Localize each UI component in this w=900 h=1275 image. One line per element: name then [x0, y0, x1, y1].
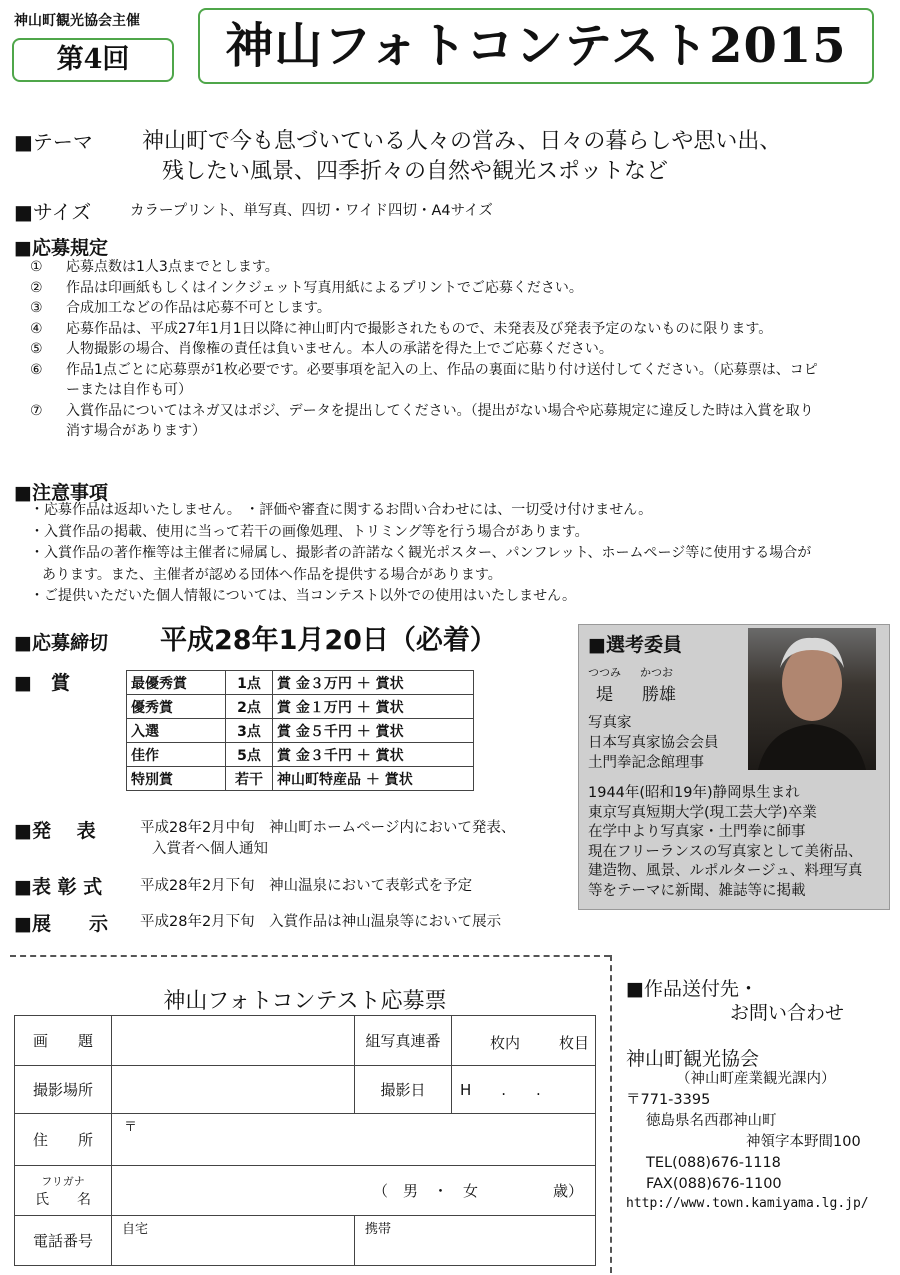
size-heading: ■ サイズ — [14, 196, 91, 225]
table-row: 優秀賞 2点 賞 金１万円 ＋ 賞状 — [127, 695, 474, 719]
announce-line-1: 平成28年2月中旬 神山町ホームページ内において発表、 — [140, 820, 516, 836]
note-item: ・ご提供いただいた個人情報については、当コンテスト以外での使用はいたしません。 — [30, 588, 576, 604]
judge-photo — [748, 628, 876, 770]
theme-heading: ■ テーマ — [14, 126, 93, 155]
notes-list — [30, 500, 820, 608]
table-row: 特別賞 若干 神山町特産品 ＋ 賞状 — [127, 767, 474, 791]
address-field[interactable]: 〒 — [112, 1114, 596, 1166]
form-title: 神山フォトコンテスト応募票 — [163, 989, 447, 1014]
title-field[interactable] — [112, 1016, 355, 1066]
portrait-icon — [748, 628, 876, 770]
table-row: 入選 3点 賞 金５千円 ＋ 賞状 — [127, 719, 474, 743]
announce-line-2: 入賞者へ個人通知 — [152, 841, 268, 857]
contact-fax: FAX(088)676-1100 — [646, 1176, 782, 1192]
exhibit-text: 平成28年2月下旬 入賞作品は神山温泉等において展示 — [140, 914, 502, 930]
contact-url[interactable]: http://www.town.kamiyama.lg.jp/ — [626, 1196, 869, 1211]
ceremony-heading: ■ 表 彰 式 — [14, 872, 102, 899]
ceremony-text: 平成28年2月下旬 神山温泉において表彰式を予定 — [140, 878, 473, 894]
contact-tel: TEL(088)676-1118 — [646, 1155, 781, 1171]
table-row: 佳作 5点 賞 金３千円 ＋ 賞状 — [127, 743, 474, 767]
announce-heading: ■ 発 表 — [14, 816, 96, 843]
rule-item: ⑥ 作品1点ごとに応募票が1枚必要です。必要事項を記入の上、作品の裏面に貼り付け送付してください。（応募票は、コピーまたは自作も可） — [30, 361, 818, 398]
name-field[interactable]: （ 男 ・ 女 歳） — [112, 1166, 596, 1216]
organizer-label: 神山町観光協会主催 — [14, 13, 140, 29]
note-item: ・入賞作品の掲載、使用に当って若干の画像処理、トリミング等を行う場合があります。 — [30, 523, 589, 540]
judge-name-1: 堤 — [596, 685, 613, 705]
judge-name-2: 勝雄 — [642, 685, 676, 705]
deadline-value: 平成28年1月20日（必着） — [160, 625, 497, 656]
judge-heading: ■ 選考委員 — [588, 630, 682, 657]
rule-item: ③ 合成加工などの作品は応募不可とします。 — [30, 300, 331, 316]
judge-ruby-1: つつみ — [588, 666, 621, 679]
contact-org: 神山町観光協会 — [626, 1048, 760, 1070]
form-row-place: 撮影場所 撮影日 H . . — [15, 1066, 596, 1114]
cut-line-vertical — [610, 955, 612, 1273]
form-row-title: 画 題 組写真連番 枚内 枚目 — [15, 1016, 596, 1066]
notes-heading: ■ 注意事項 — [14, 478, 108, 505]
home-phone-field[interactable]: 自宅 — [112, 1216, 355, 1266]
judge-titles: 写真家 日本写真家協会会員 土門拳記念館理事 — [588, 715, 719, 771]
date-field[interactable]: H . . — [452, 1066, 596, 1114]
entry-form — [14, 1015, 596, 1266]
contact-heading-2: お問い合わせ — [730, 1002, 845, 1024]
cut-line-horizontal — [10, 955, 610, 957]
note-item: ・応募作品は返却いたしません。 ・評価や審査に関するお問い合わせには、一切受け付けません。 — [30, 502, 653, 518]
contact-zip: 〒771-3395 — [626, 1092, 711, 1108]
rule-item: ② 作品は印画紙もしくはインクジェット写真用紙によるプリントでご応募ください。 — [30, 279, 583, 296]
rule-item: ④ 応募作品は、平成27年1月1日以降に神山町内で撮影されたもので、未発表及び発表予定のないものに限ります。 — [30, 320, 773, 337]
mobile-phone-field[interactable]: 携帯 — [355, 1216, 596, 1266]
contact-address-1: 徳島県名西郡神山町 — [646, 1113, 777, 1129]
form-row-phone: 電話番号 自宅 携帯 — [15, 1216, 596, 1266]
contact-heading: ■作品送付先・ — [626, 978, 758, 1000]
deadline-heading: ■ 応募締切 — [14, 628, 108, 655]
judge-ruby-2: かつお — [640, 666, 673, 679]
table-row: 最優秀賞 1点 賞 金３万円 ＋ 賞状 — [127, 671, 474, 695]
theme-line-2: 残したい風景、四季折々の自然や観光スポットなど — [162, 159, 669, 184]
rule-item: ⑦ 入賞作品についてはネガ又はポジ、データを提出してください。（提出がない場合や応募規定に違反した時は入賞を取り消す場合があります） — [30, 402, 814, 439]
set-number-field[interactable]: 枚内 枚目 — [452, 1016, 596, 1066]
contact-address-2: 神領字本野間100 — [746, 1134, 861, 1150]
rules-heading: ■ 応募規定 — [14, 233, 108, 260]
edition-badge: 第4回 — [12, 38, 174, 82]
form-row-address: 住 所 〒 — [15, 1114, 596, 1166]
place-field[interactable] — [112, 1066, 355, 1114]
page-title: 神山フォトコンテスト2015 — [198, 8, 874, 84]
prize-table — [126, 670, 474, 791]
exhibit-heading: ■ 展 示 — [14, 909, 108, 936]
rules-list — [30, 257, 820, 442]
prizes-heading: ■ 賞 — [14, 672, 70, 694]
form-row-name: フリガナ 氏 名 （ 男 ・ 女 歳） — [15, 1166, 596, 1216]
rule-item: ⑤ 人物撮影の場合、肖像権の責任は負いません。本人の承諾を得た上でご応募ください。 — [30, 341, 613, 357]
contact-dept: （神山町産業観光課内） — [676, 1071, 836, 1087]
note-item: ・入賞作品の著作権等は主催者に帰属し、撮影者の許諾なく観光ポスター、パンフレット、ホームページ等に使用する場合があります。また、主催者が認める団体へ作品を提供する場合があります。 — [30, 545, 812, 583]
rule-item: ① 応募点数は1人3点までとします。 — [30, 259, 279, 275]
judge-bio: 1944年(昭和19年)静岡県生まれ 東京写真短期大学(現工芸大学)卒業 在学中より写真家・土門拳に師事 現在フリーランスの写真家として美術品、 建造物、風景、ルポルタージュ、料理写真 等をテーマに新聞、雑誌等に掲載 — [588, 785, 863, 899]
theme-line-1: 神山町で今も息づいている人々の営み、日々の暮らしや思い出、 — [142, 129, 782, 154]
size-text: カラープリント、単写真、四切・ワイド四切・A4サイズ — [130, 203, 493, 219]
